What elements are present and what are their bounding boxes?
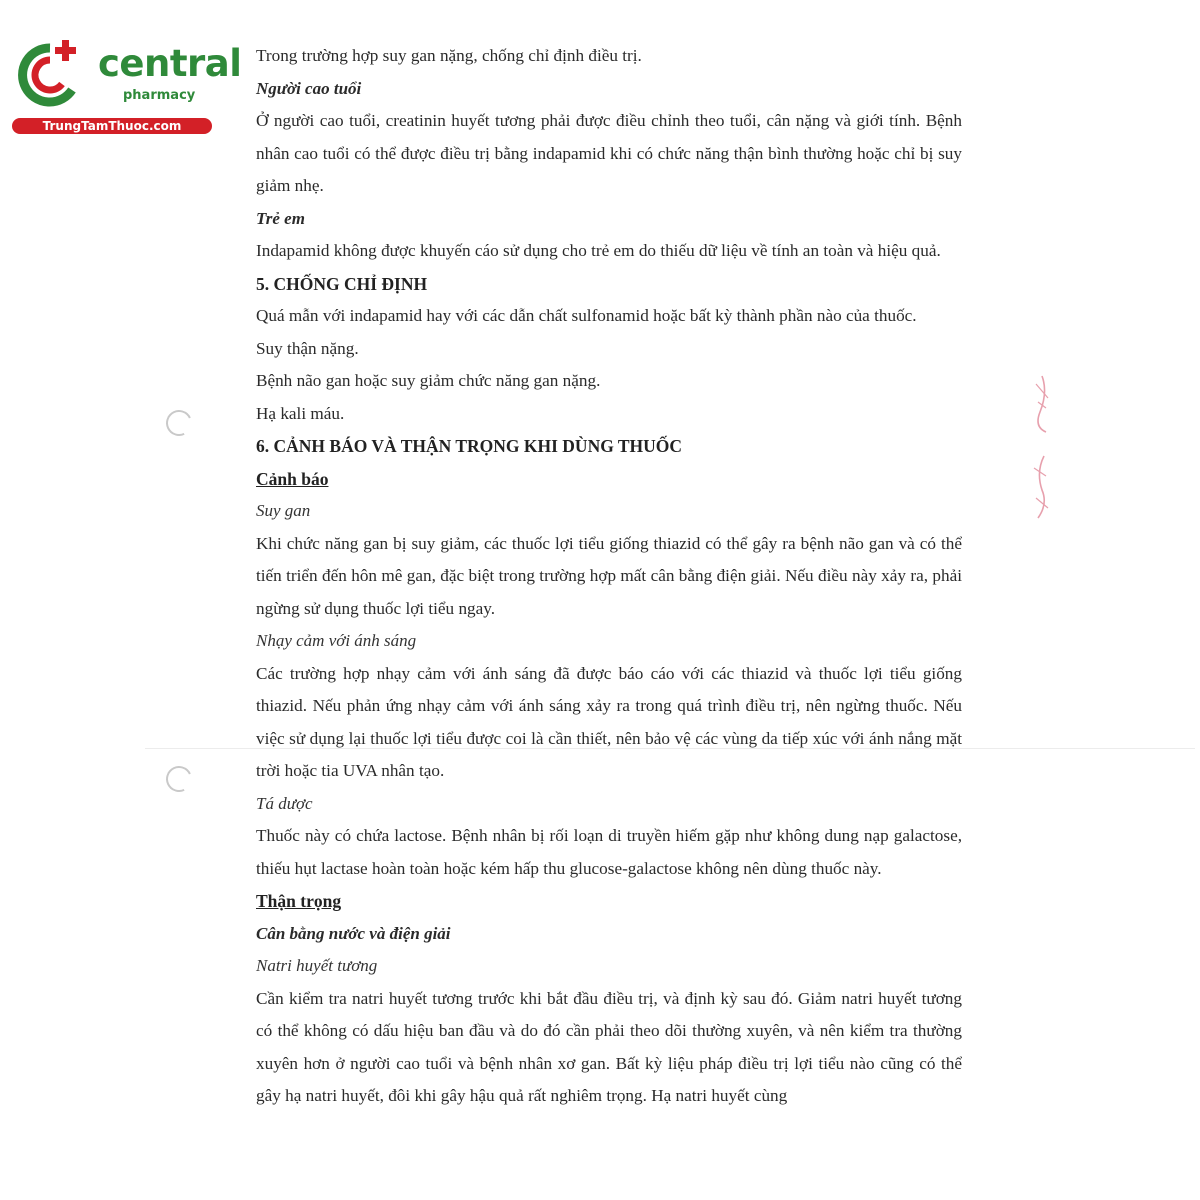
logo-subtitle: pharmacy <box>123 88 196 103</box>
heading-liver-failure: Suy gan <box>256 501 311 520</box>
paragraph-elderly: Ở người cao tuổi, creatinin huyết tương phải được điều chỉnh theo tuổi, cân nặng và giới tính. Bệnh nhân cao tuổi có thể được điều trị bằng indapamid khi có chức năng thận bình thường hoặc chỉ bị suy giảm nhẹ. <box>256 111 962 195</box>
subheading-caution: Thận trọng <box>256 891 342 911</box>
heading-plasma-sodium: Natri huyết tương <box>256 956 378 975</box>
paragraph-liver-severe: Trong trường hợp suy gan nặng, chống chỉ định điều trị. <box>256 46 642 65</box>
document-body <box>256 40 962 1113</box>
punch-hole-lower <box>162 762 195 795</box>
subheading-warning: Cảnh báo <box>256 468 329 489</box>
punch-hole-upper <box>162 406 195 439</box>
heading-elderly: Người cao tuổi <box>256 78 362 98</box>
paragraph-children: Indapamid không được khuyến cáo sử dụng cho trẻ em do thiếu dữ liệu về tính an toàn và hiệu quả. <box>256 241 941 260</box>
logo-site-url: TrungTamThuoc.com <box>12 118 212 134</box>
heading-photosensitivity: Nhạy cảm với ánh sáng <box>256 631 417 650</box>
heading-children: Trẻ em <box>256 208 305 228</box>
logo-mark-icon <box>10 38 90 108</box>
paragraph-excipient: Thuốc này có chứa lactose. Bệnh nhân bị rối loạn di truyền hiếm gặp như không dung nạp galactose, thiếu hụt lactase hoàn toàn hoặc kém hấp thu glucose-galactose không nên dùng thuốc này. <box>256 826 962 878</box>
contraindication-item: Bệnh não gan hoặc suy giảm chức năng gan nặng. <box>256 371 601 390</box>
paragraph-plasma-sodium: Cần kiểm tra natri huyết tương trước khi bắt đầu điều trị, và định kỳ sau đó. Giảm natri huyết tương có thể không có dấu hiệu ban đầu và do đó cần phải theo dõi thường xuyên, và nên kiểm tra thường xuyên hơn ở người cao tuổi và bệnh nhân xơ gan. Bất kỳ liệu pháp điều trị lợi tiểu nào cũng có thể gây hạ natri huyết, đôi khi gây hậu quả rất nghiêm trọng. Hạ natri huyết cùng <box>256 988 962 1105</box>
stamp-fragment-icon <box>1028 372 1052 522</box>
paragraph-photosensitivity: Các trường hợp nhạy cảm với ánh sáng đã được báo cáo với các thiazid và thuốc lợi tiểu giống thiazid. Nếu phản ứng nhạy cảm với ánh sáng xảy ra trong quá trình điều trị, nên ngừng thuốc. Nếu việc sử dụng lại thuốc lợi tiểu được coi là cần thiết, nên bảo vệ các vùng da tiếp xúc với ánh nắng mặt trời hoặc tia UVA nhân tạo. <box>256 663 962 780</box>
section-5-heading: 5. CHỐNG CHỈ ĐỊNH <box>256 273 428 294</box>
heading-water-electrolyte: Cân bằng nước và điện giải <box>256 923 451 943</box>
section-6-heading: 6. CẢNH BÁO VÀ THẬN TRỌNG KHI DÙNG THUỐC <box>256 436 683 456</box>
heading-excipient: Tá dược <box>256 793 313 813</box>
contraindication-item: Hạ kali máu. <box>256 403 345 423</box>
paragraph-liver-failure: Khi chức năng gan bị suy giảm, các thuốc lợi tiểu giống thiazid có thể gây ra bệnh não gan và có thể tiến triển đến hôn mê gan, đặc biệt trong trường hợp mất cân bằng điện giải. Nếu điều này xảy ra, phải ngừng sử dụng thuốc lợi tiểu ngay. <box>256 533 962 618</box>
contraindication-item: Suy thận nặng. <box>256 338 359 358</box>
contraindication-item: Quá mẫn với indapamid hay với các dẫn chất sulfonamid hoặc bất kỳ thành phần nào của thuốc. <box>256 306 917 325</box>
logo-wordmark: central <box>98 42 242 85</box>
central-pharmacy-logo <box>10 38 242 138</box>
